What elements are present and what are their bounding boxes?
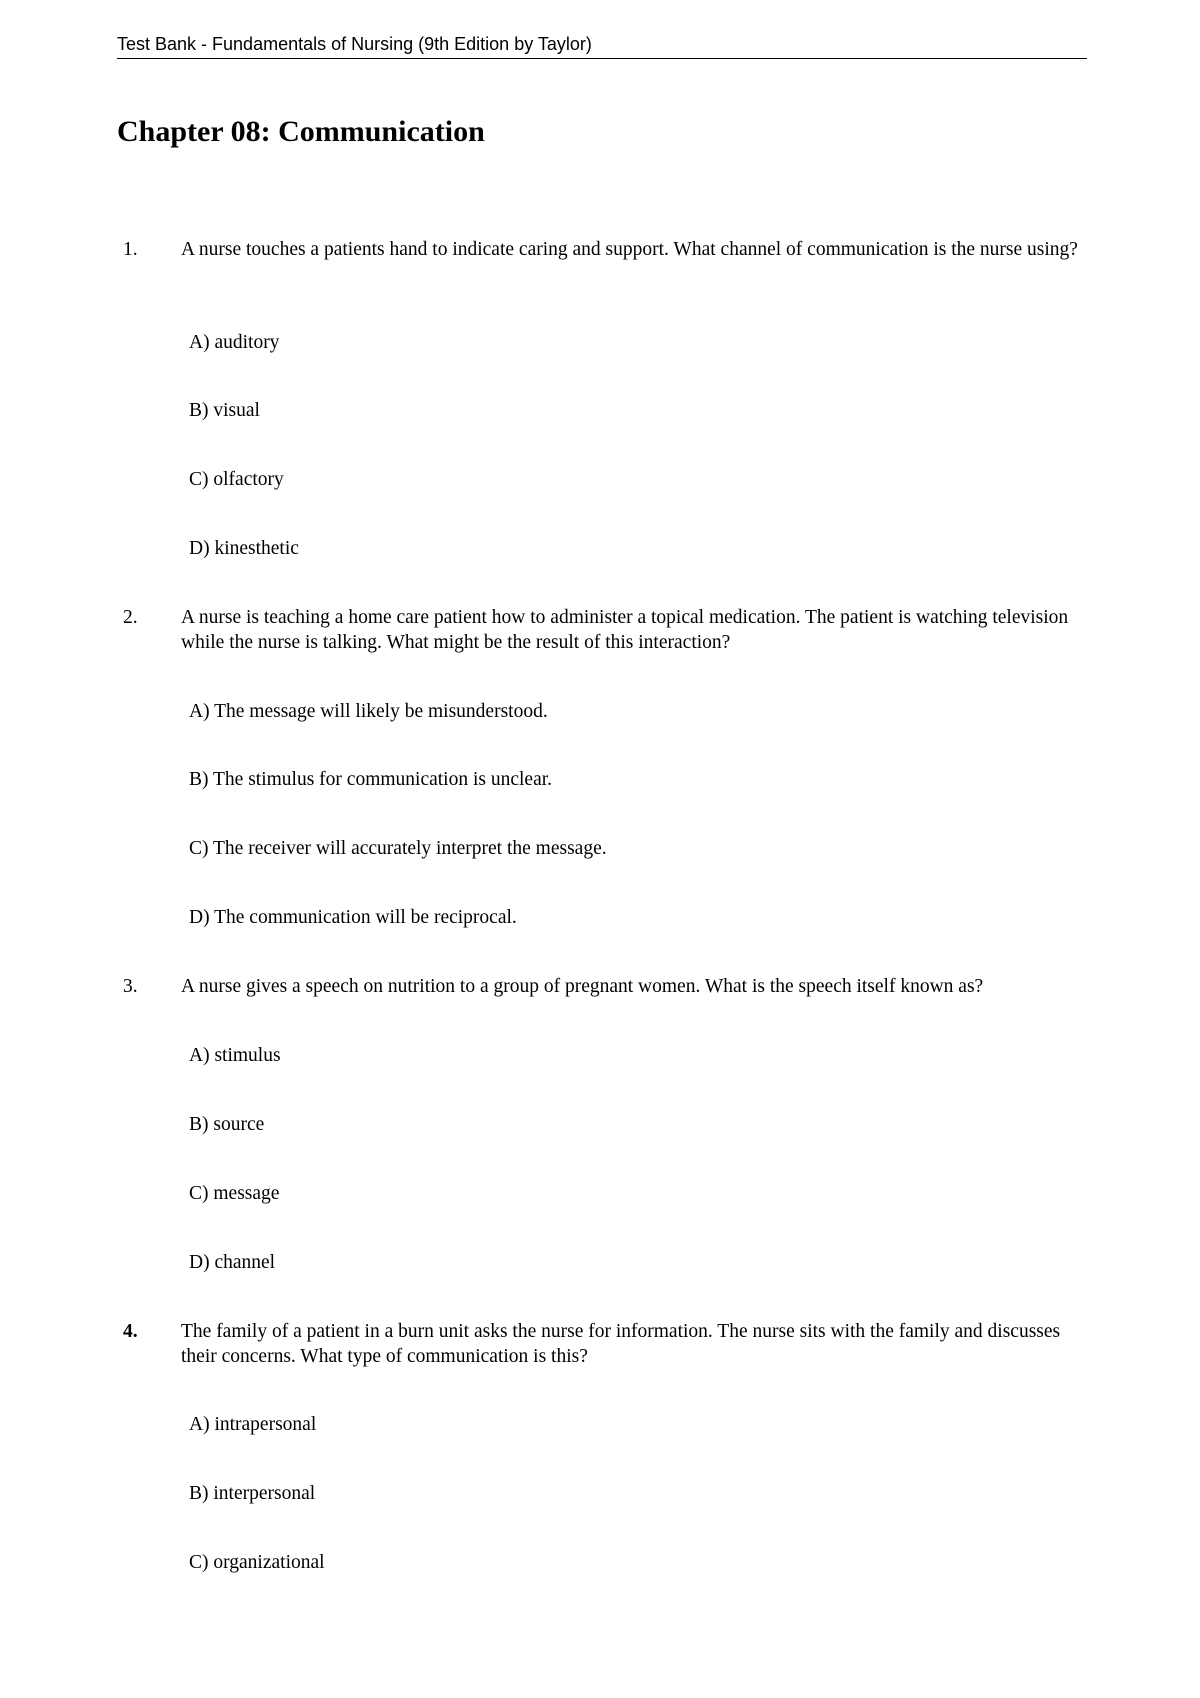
answer-option: A) intrapersonal [189, 1414, 317, 1435]
answer-option: A) stimulus [189, 1045, 281, 1066]
answer-option: C) message [189, 1183, 280, 1204]
question-number: 2. [123, 607, 138, 628]
answer-option: C) olfactory [189, 469, 284, 490]
question-text: A nurse touches a patients hand to indicate caring and support. What channel of communication is the nurse using? [181, 239, 1078, 260]
answer-option: A) auditory [189, 332, 280, 353]
answer-option: B) source [189, 1114, 265, 1135]
answer-option: C) organizational [189, 1552, 325, 1573]
question-4 [117, 1319, 1097, 1369]
question-text: A nurse gives a speech on nutrition to a group of pregnant women. What is the speech itself known as? [181, 976, 984, 997]
answer-option: B) The stimulus for communication is unclear. [189, 769, 553, 790]
question-number: 4. [123, 1321, 138, 1342]
question-number: 1. [123, 239, 138, 260]
running-header: Test Bank - Fundamentals of Nursing (9th Edition by Taylor) [117, 32, 1087, 59]
chapter-title: Chapter 08: Communication [117, 115, 485, 148]
question-3 [117, 974, 1097, 999]
answer-option: D) kinesthetic [189, 538, 299, 559]
question-text: The family of a patient in a burn unit asks the nurse for information. The nurse sits with the family and discusses their concerns. What type of communication is this? [181, 1321, 1061, 1367]
question-text: A nurse is teaching a home care patient how to administer a topical medication. The patient is watching television while the nurse is talking. What might be the result of this interaction? [181, 607, 1069, 653]
question-1 [117, 237, 1097, 262]
answer-option: B) visual [189, 400, 260, 421]
answer-option: D) channel [189, 1252, 276, 1273]
question-2 [117, 605, 1097, 655]
answer-option: C) The receiver will accurately interpret the message. [189, 838, 607, 859]
answer-option: B) interpersonal [189, 1483, 316, 1504]
answer-option: D) The communication will be reciprocal. [189, 907, 517, 928]
question-number: 3. [123, 976, 138, 997]
answer-option: A) The message will likely be misunderstood. [189, 701, 548, 722]
